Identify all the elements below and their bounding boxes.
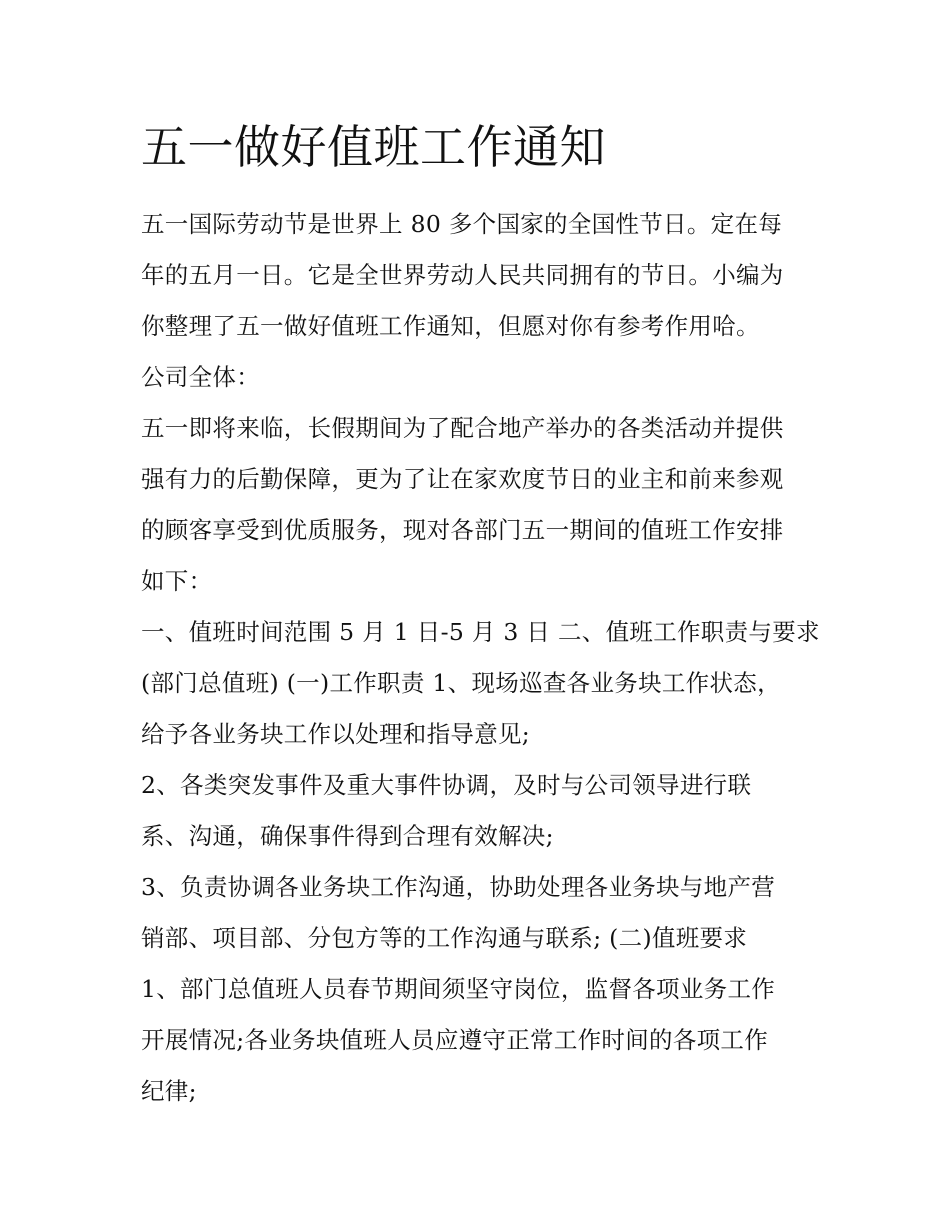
paragraph-line: 3、负责协调各业务块工作沟通，协助处理各业务块与地产营 xyxy=(141,873,776,901)
paragraph-line: 开展情况;各业务块值班人员应遵守正常工作时间的各项工作 xyxy=(141,1026,769,1054)
paragraph-line: (部门总值班) (一)工作职责 1、现场巡查各业务块工作状态， xyxy=(141,669,781,697)
paragraph-line: 系、沟通，确保事件得到合理有效解决; xyxy=(141,822,554,850)
paragraph-line: 五一即将来临，长假期间为了配合地产举办的各类活动并提供 xyxy=(141,414,784,442)
paragraph-line: 一、值班时间范围 5 月 1 日-5 月 3 日 二、值班工作职责与要求 xyxy=(141,618,820,646)
paragraph-line: 给予各业务块工作以处理和指导意见; xyxy=(141,720,531,748)
paragraph-line: 强有力的后勤保障，更为了让在家欢度节日的业主和前来参观 xyxy=(141,465,784,493)
paragraph-line: 的顾客享受到优质服务，现对各部门五一期间的值班工作安排 xyxy=(141,516,784,544)
document-body xyxy=(141,199,821,1117)
paragraph-line: 公司全体： xyxy=(141,363,260,391)
document-content xyxy=(141,112,821,1117)
paragraph-line: 五一国际劳动节是世界上 80 多个国家的全国性节日。定在每 xyxy=(141,210,783,238)
paragraph-line: 如下： xyxy=(141,567,213,595)
document-title: 五一做好值班工作通知 xyxy=(141,120,606,174)
paragraph-line: 纪律; xyxy=(141,1077,197,1105)
paragraph-line: 2、各类突发事件及重大事件协调，及时与公司领导进行联 xyxy=(141,771,752,799)
paragraph-line: 年的五月一日。它是全世界劳动人民共同拥有的节日。小编为 xyxy=(141,261,784,289)
paragraph-line: 销部、项目部、分包方等的工作沟通与联系; (二)值班要求 xyxy=(141,924,748,952)
paragraph-line: 你整理了五一做好值班工作通知，但愿对你有参考作用哈。 xyxy=(141,312,760,340)
paragraph-line: 1、部门总值班人员春节期间须坚守岗位，监督各项业务工作 xyxy=(141,975,776,1003)
